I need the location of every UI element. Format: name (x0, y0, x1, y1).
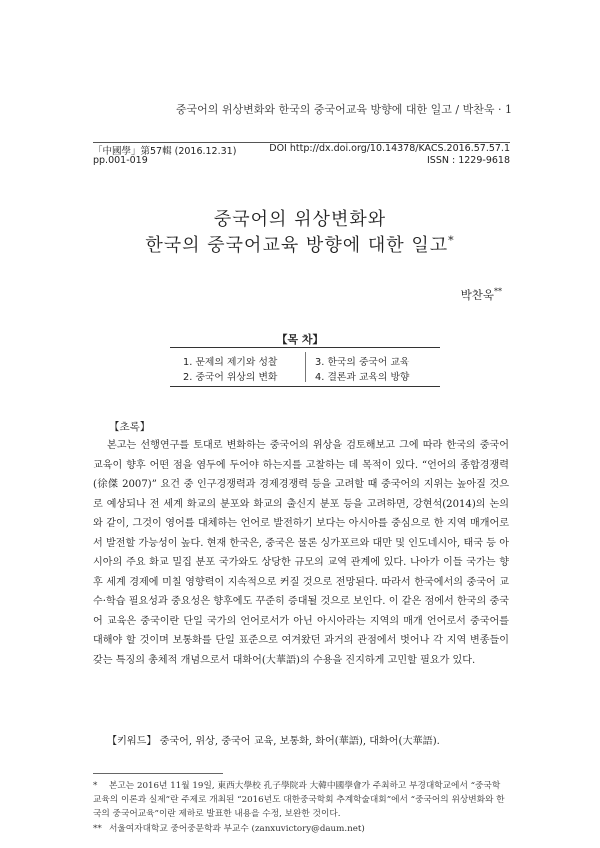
toc-item[interactable]: 2. 중국어 위상의 변화 (183, 372, 278, 383)
page-range: pp.001-019 (93, 155, 148, 166)
toc-item[interactable]: 1. 문제의 제기와 성찰 (183, 357, 278, 368)
footnote-1-mark: * (93, 781, 98, 791)
author-footnote-mark[interactable]: ** (494, 287, 502, 297)
toc-item[interactable]: 4. 결론과 교육의 방향 (315, 372, 410, 383)
keywords: 【키워드】 중국어, 위상, 중국어 교육, 보통화, 화어(華語), 대화어(大華語). (107, 736, 440, 747)
footnote-1 (93, 779, 510, 821)
running-header: 중국어의 위상변화와 한국의 중국어교육 방향에 대한 일고 / 박찬욱 · 1 (175, 103, 512, 116)
toc-heading: 【목 차】 (276, 333, 324, 346)
author (461, 287, 502, 303)
journal-info: 「中國學」第57輯 (2016.12.31) (93, 146, 237, 157)
author-name: 박찬욱 (460, 288, 494, 302)
footnote-rule (93, 773, 223, 774)
footnote-2-mark: ** (93, 824, 102, 834)
table-of-contents (170, 347, 440, 387)
title-line-2-text: 한국의 중국어교육 방향에 대한 일고 (145, 235, 449, 256)
doi-link[interactable]: DOI http://dx.doi.org/10.14378/KACS.2016.57.57.1 (269, 143, 510, 154)
journal-meta-row-2 (93, 155, 510, 166)
title-line-1: 중국어의 위상변화와 (213, 209, 387, 230)
footnote-2-text: 서울여자대학교 중어중문학과 부교수 (zanxuvictory@daum.net) (109, 824, 365, 834)
toc-item[interactable]: 3. 한국의 중국어 교육 (315, 357, 410, 368)
title-footnote-mark[interactable]: * (448, 234, 455, 247)
meta-rule (93, 142, 510, 143)
toc-divider (305, 352, 306, 382)
footnote-2 (93, 822, 510, 836)
footnote-1-text: 본고는 2016년 11월 19일, 東西大學校 孔子學院과 大韓中國學會가 주최하고 부경대학교에서 “중국학 교육의 이론과 실제”란 주제로 개최된 “2016년도 대한중국학회 추계학술대회”에서 “중국어의 위상변화와 한국의 중국어교육”이란 제하로 발표한 내용을 수정, 보완한 것이다. (93, 781, 505, 819)
title-line-2 (0, 231, 600, 257)
abstract-text: 본고는 선행연구를 토대로 변화하는 중국어의 위상을 검토해보고 그에 따라 한국의 중국어 교육이 향후 어떤 점을 염두에 두어야 하는지를 고찰하는 데 목적이 있다. “언어의 종합경쟁력(徐傑 2007)” 요건 중 인구경쟁력과 경제경쟁력 등을 고려할 때 중국어의 지위는 높아질 것으로 예상되나 전 세계 화교의 분포와 화교의 출신지 분포 등을 고려하면, 강현석(2014)의 논의와 같이, 그것이 영어를 대체하는 언어로 발전하기 보다는 아시아를 중심으로 한 지역 매개어로서 발전할 가능성이 높다. 현재 한국은, 중국은 물론 싱가포르와 대만 및 인도네시아, 태국 등 아시아의 주요 화교 밀집 분포 국가와도 상당한 규모의 교역 관계에 있다. 나아가 이들 국가는 향후 세계 경제에 미칠 영향력이 지속적으로 커질 것으로 전망된다. 따라서 한국에서의 중국어 교수·학습 필요성과 중요성은 향후에도 꾸준히 증대될 것으로 보인다. 이 같은 점에서 한국의 중국어 교육은 중국이란 단일 국가의 언어로서가 아닌 아시아라는 지역의 매개 언어로서 중국어를 대해야 할 것이며 보통화를 단일 표준으로 여겨왔던 과거의 관점에서 벗어나 각 지역 변종들이 갖는 특징의 총체적 개념으로서 대화어(大華語)의 수용을 진지하게 고민할 필요가 있다. (93, 440, 509, 666)
abstract-label: 【초록】 (109, 421, 151, 433)
issn: ISSN : 1229-9618 (427, 155, 510, 166)
